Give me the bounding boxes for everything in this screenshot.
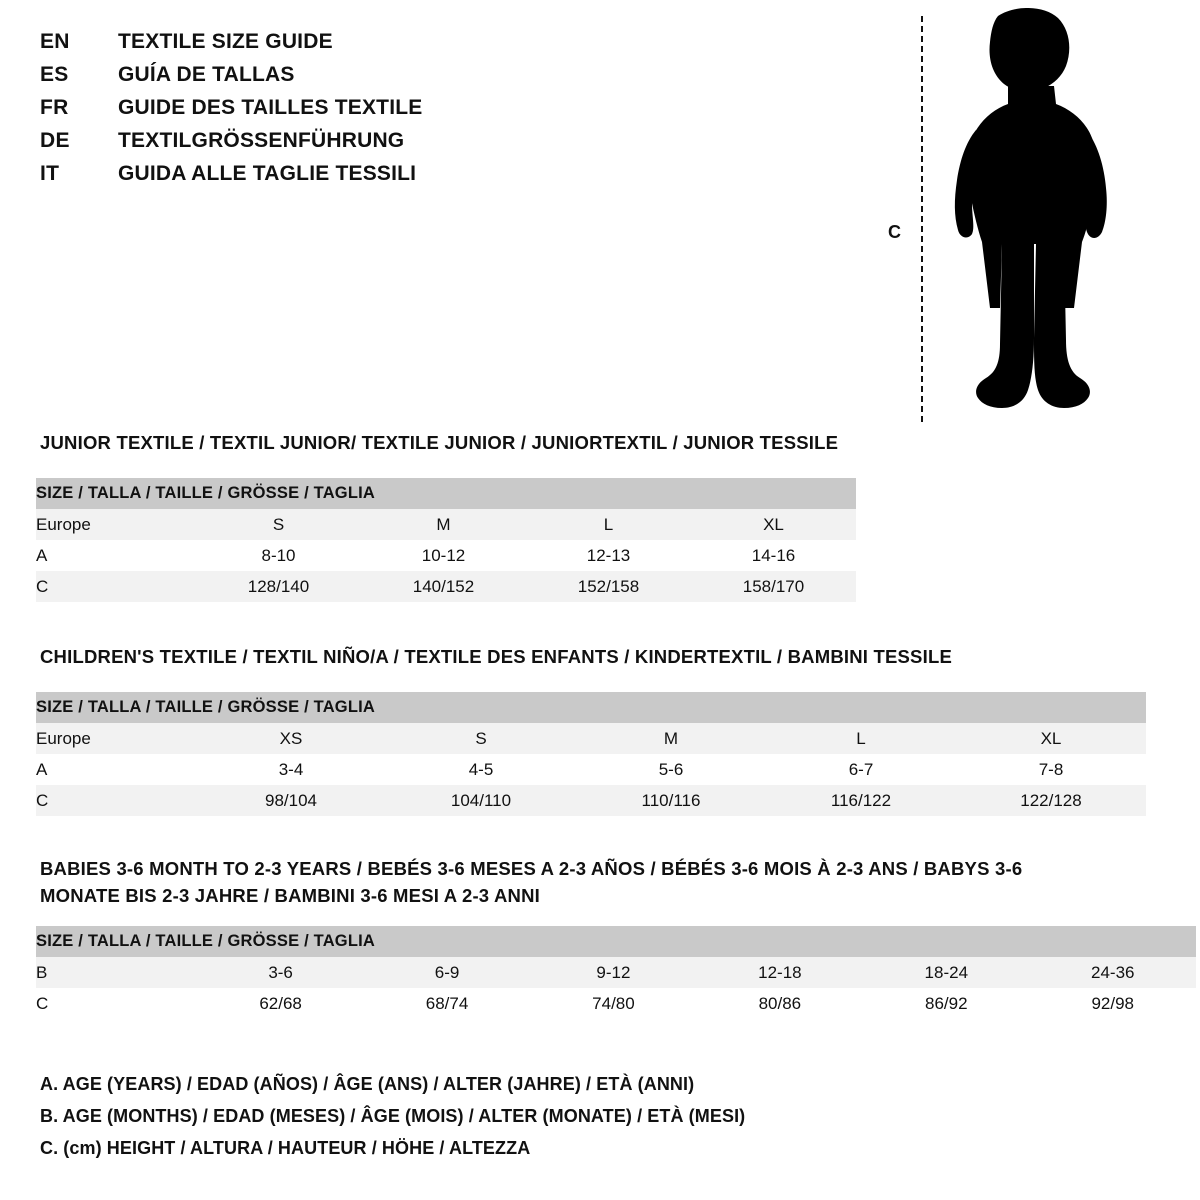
language-text-it: GUIDA ALLE TAGLIE TESSILI — [118, 162, 417, 185]
language-code-it: IT — [40, 162, 60, 185]
junior-europe-m: M — [361, 509, 526, 540]
measure-dashed-line — [921, 16, 923, 422]
children-europe-xs: XS — [196, 723, 386, 754]
children-c-l: 116/122 — [766, 785, 956, 816]
junior-europe-label: Europe — [36, 509, 196, 540]
junior-row-a — [36, 540, 856, 571]
junior-c-l: 152/158 — [526, 571, 691, 602]
junior-a-label: A — [36, 540, 196, 571]
measure-label-c: C — [888, 222, 901, 242]
babies-row-c — [36, 988, 1196, 1019]
children-a-label: A — [36, 754, 196, 785]
children-c-xs: 98/104 — [196, 785, 386, 816]
children-size-table — [36, 692, 1146, 816]
children-row-a — [36, 754, 1146, 785]
language-code-de: DE — [40, 129, 70, 152]
children-europe-s: S — [386, 723, 576, 754]
language-code-fr: FR — [40, 96, 69, 119]
children-band-label: SIZE / TALLA / TAILLE / GRÖSSE / TAGLIA — [36, 692, 1146, 723]
junior-size-table — [36, 478, 856, 602]
junior-a-xl: 14-16 — [691, 540, 856, 571]
legend-c: C. (cm) HEIGHT / ALTURA / HAUTEUR / HÖHE / ALTEZZA — [40, 1138, 531, 1159]
language-row-es — [40, 63, 660, 96]
junior-band-label: SIZE / TALLA / TAILLE / GRÖSSE / TAGLIA — [36, 478, 856, 509]
children-a-m: 5-6 — [576, 754, 766, 785]
children-a-s: 4-5 — [386, 754, 576, 785]
junior-c-s: 128/140 — [196, 571, 361, 602]
legend-b: B. AGE (MONTHS) / EDAD (MESES) / ÂGE (MOIS) / ALTER (MONATE) / ETÀ (MESI) — [40, 1106, 746, 1127]
children-c-xl: 122/128 — [956, 785, 1146, 816]
language-text-fr: GUIDE DES TAILLES TEXTILE — [118, 96, 423, 119]
children-c-m: 110/116 — [576, 785, 766, 816]
children-europe-xl: XL — [956, 723, 1146, 754]
babies-c-24-36: 92/98 — [1030, 988, 1197, 1019]
babies-c-6-9: 68/74 — [364, 988, 530, 1019]
junior-a-l: 12-13 — [526, 540, 691, 571]
language-row-fr — [40, 96, 660, 129]
children-europe-m: M — [576, 723, 766, 754]
legend-block — [40, 1068, 1040, 1164]
babies-c-12-18: 80/86 — [697, 988, 863, 1019]
section-title-junior: JUNIOR TEXTILE / TEXTIL JUNIOR/ TEXTILE JUNIOR / JUNIORTEXTIL / JUNIOR TESSILE — [40, 432, 839, 453]
section-title-children: CHILDREN'S TEXTILE / TEXTIL NIÑO/A / TEXTILE DES ENFANTS / KINDERTEXTIL / BAMBINI TESSILE — [40, 646, 952, 667]
junior-row-europe — [36, 509, 856, 540]
children-c-s: 104/110 — [386, 785, 576, 816]
junior-row-c — [36, 571, 856, 602]
babies-c-label: C — [36, 988, 197, 1019]
babies-row-b — [36, 957, 1196, 988]
junior-europe-xl: XL — [691, 509, 856, 540]
children-a-l: 6-7 — [766, 754, 956, 785]
children-row-europe — [36, 723, 1146, 754]
child-silhouette-icon — [936, 8, 1126, 428]
babies-size-table — [36, 926, 1196, 1019]
babies-b-24-36: 24-36 — [1030, 957, 1197, 988]
junior-a-s: 8-10 — [196, 540, 361, 571]
children-europe-label: Europe — [36, 723, 196, 754]
language-row-en — [40, 30, 660, 63]
legend-a: A. AGE (YEARS) / EDAD (AÑOS) / ÂGE (ANS) / ALTER (JAHRE) / ETÀ (ANNI) — [40, 1074, 695, 1094]
babies-band-row — [36, 926, 1196, 957]
language-text-de: TEXTILGRÖSSENFÜHRUNG — [118, 129, 405, 152]
junior-europe-l: L — [526, 509, 691, 540]
language-code-es: ES — [40, 63, 69, 86]
children-a-xl: 7-8 — [956, 754, 1146, 785]
language-text-en: TEXTILE SIZE GUIDE — [118, 30, 333, 53]
babies-band-label: SIZE / TALLA / TAILLE / GRÖSSE / TAGLIA — [36, 926, 1196, 957]
junior-a-m: 10-12 — [361, 540, 526, 571]
babies-b-12-18: 12-18 — [697, 957, 863, 988]
children-row-c — [36, 785, 1146, 816]
babies-b-3-6: 3-6 — [197, 957, 363, 988]
children-europe-l: L — [766, 723, 956, 754]
junior-c-label: C — [36, 571, 196, 602]
language-row-de — [40, 129, 660, 162]
babies-b-6-9: 6-9 — [364, 957, 530, 988]
junior-c-xl: 158/170 — [691, 571, 856, 602]
section-title-babies: BABIES 3-6 MONTH TO 2-3 YEARS / BEBÉS 3-6 MESES A 2-3 AÑOS / BÉBÉS 3-6 MOIS À 2-3 ANS / BABYS 3-6 MONATE BIS 2-3 JAHRE / BAMBINI 3-6 MESI A 2-3 ANNI — [40, 858, 1023, 906]
language-row-it — [40, 162, 660, 195]
junior-europe-s: S — [196, 509, 361, 540]
babies-c-9-12: 74/80 — [530, 988, 696, 1019]
babies-b-9-12: 9-12 — [530, 957, 696, 988]
height-measure-figure — [888, 8, 1138, 428]
language-code-en: EN — [40, 30, 70, 53]
babies-c-3-6: 62/68 — [197, 988, 363, 1019]
junior-band-row — [36, 478, 856, 509]
babies-c-18-24: 86/92 — [863, 988, 1029, 1019]
children-c-label: C — [36, 785, 196, 816]
children-band-row — [36, 692, 1146, 723]
babies-b-label: B — [36, 957, 197, 988]
babies-b-18-24: 18-24 — [863, 957, 1029, 988]
language-text-es: GUÍA DE TALLAS — [118, 63, 295, 86]
children-a-xs: 3-4 — [196, 754, 386, 785]
language-title-block — [40, 30, 660, 195]
junior-c-m: 140/152 — [361, 571, 526, 602]
